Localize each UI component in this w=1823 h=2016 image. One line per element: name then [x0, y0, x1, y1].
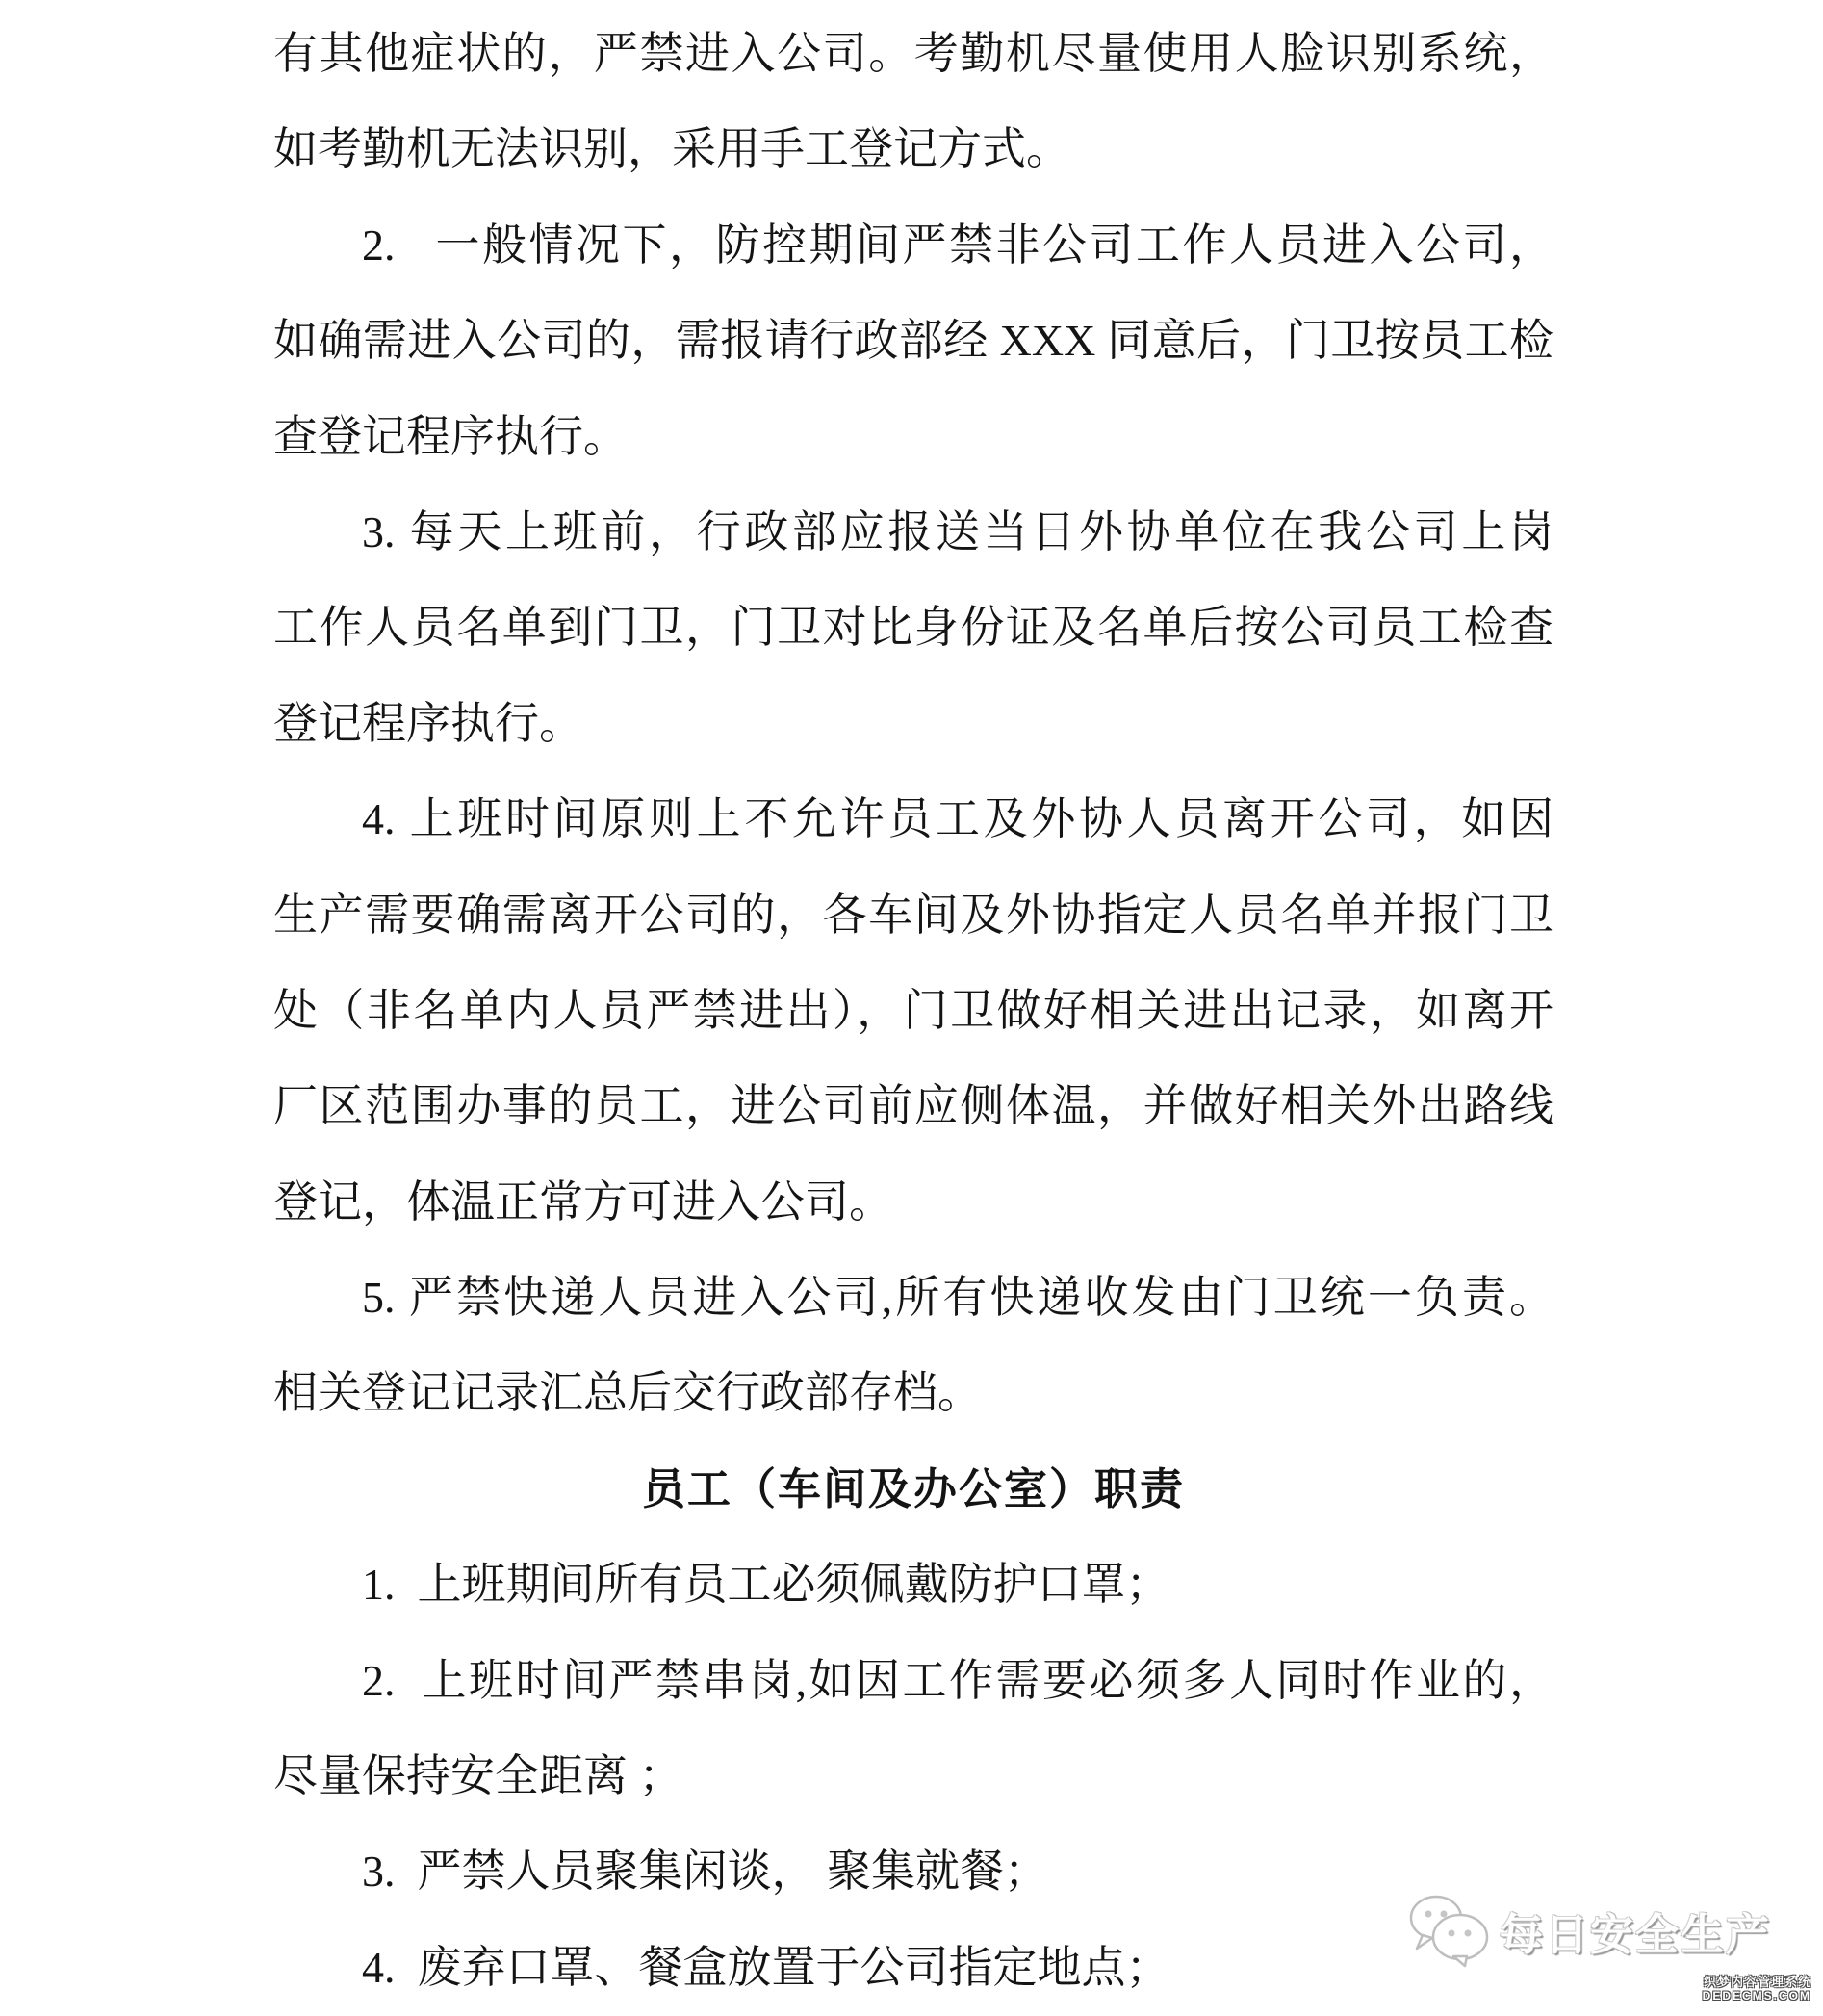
document-line: 查登记程序执行。	[273, 411, 628, 461]
watermark-label: 每日安全生产	[1500, 1909, 1772, 1959]
document-line: 5. 严禁快递人员进入公司,所有快递收发由门卫统一负责。	[362, 1273, 1553, 1323]
wechat-watermark	[1403, 1893, 1771, 1968]
cms-badge-line1: 织梦内容管理系统	[1703, 1975, 1811, 1989]
document-line: 生产需要确需离开公司的，各车间及外协指定人员名单并报门卫	[273, 890, 1553, 940]
document-line: 如考勤机无法识别，采用手工登记方式。	[273, 124, 1070, 174]
document-line: 2. 上班时间严禁串岗,如因工作需要必须多人同时作业的，	[362, 1655, 1553, 1705]
document-line: 1. 上班期间所有员工必须佩戴防护口罩；	[362, 1560, 1170, 1610]
cms-badge-line2: DEDECMS.COM	[1702, 1988, 1811, 2003]
document-line: 3. 严禁人员聚集闲谈， 聚集就餐；	[362, 1847, 1048, 1897]
document-line: 如确需进入公司的，需报请行政部经 XXX 同意后，门卫按员工检	[273, 316, 1553, 366]
cms-badge	[1703, 1976, 1811, 2003]
wechat-icon	[1403, 1893, 1492, 1968]
document-line: 处（非名单内人员严禁进出），门卫做好相关进出记录，如离开	[273, 985, 1553, 1035]
document-line: 4. 废弃口罩、餐盒放置于公司指定地点；	[362, 1942, 1170, 1992]
document-line: 登记程序执行。	[273, 698, 583, 748]
document-line: 有其他症状的，严禁进入公司。考勤机尽量使用人脸识别系统，	[273, 29, 1553, 78]
document-line: 3. 每天上班前，行政部应报送当日外协单位在我公司上岗	[362, 506, 1553, 556]
document-line: 登记，体温正常方可进入公司。	[273, 1176, 893, 1227]
document-line: 2. 一般情况下，防控期间严禁非公司工作人员进入公司，	[362, 220, 1553, 270]
document-body	[273, 6, 1553, 2015]
section-heading: 员工（车间及办公室）职责	[641, 1463, 1185, 1513]
document-line: 相关登记记录汇总后交行政部存档。	[273, 1368, 982, 1418]
document-line: 厂区范围办事的员工，进公司前应侧体温，并做好相关外出路线	[273, 1081, 1553, 1131]
document-line: 4. 上班时间原则上不允许员工及外协人员离开公司，如因	[362, 794, 1553, 844]
document-line: 尽量保持安全距离 ；	[273, 1751, 683, 1801]
document-line: 工作人员名单到门卫，门卫对比身份证及名单后按公司员工检查	[273, 603, 1553, 653]
